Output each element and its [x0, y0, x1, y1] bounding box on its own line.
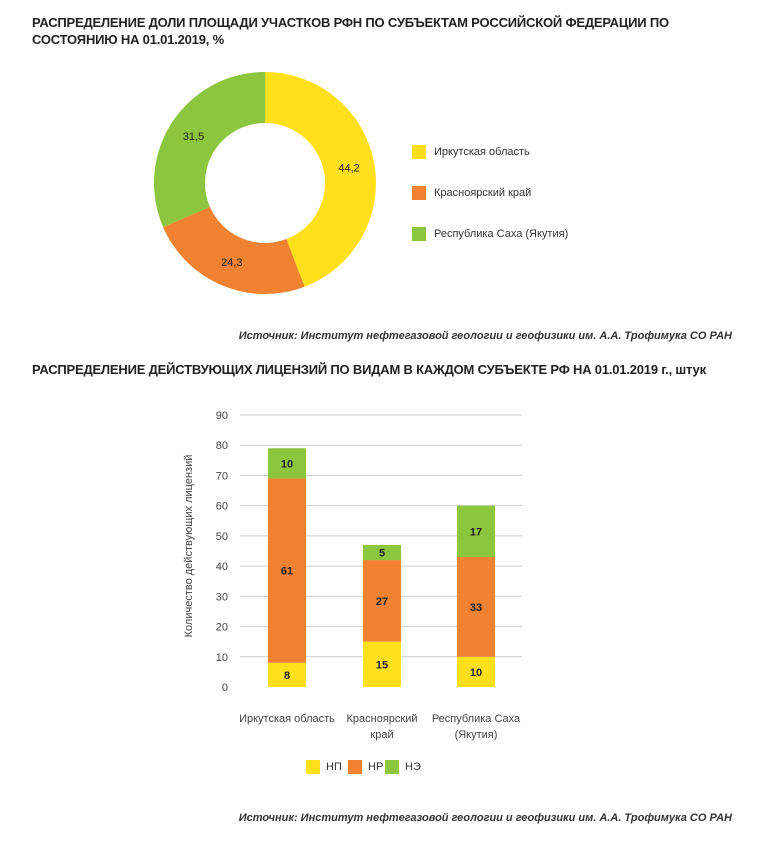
x-tick-label-3: Республика Саха [431, 713, 521, 725]
donut-legend-item-3 [412, 227, 568, 241]
x-tick-label-3: (Якутия) [454, 729, 498, 741]
y-tick-60: 60 [215, 500, 228, 513]
y-tick-80: 80 [215, 440, 228, 453]
y-tick-10: 10 [215, 651, 228, 664]
donut-legend-item-1 [412, 145, 530, 159]
bar-label-3-НЭ: 17 [469, 526, 483, 539]
y-tick-0: 0 [221, 682, 228, 694]
y-tick-30: 30 [215, 591, 228, 604]
x-tick-label-2: край [370, 729, 394, 741]
legend-label: НП [326, 761, 342, 773]
legend-swatch [306, 760, 320, 774]
donut-slice-2 [163, 207, 304, 294]
legend-swatch [412, 186, 426, 200]
bar-label-2-НР: 27 [375, 595, 389, 608]
bar-source-note: Источник: Институт нефтегазовой геологии и геофизики им. А.А. Трофимука СО РАН [238, 812, 732, 824]
donut-chart-title: РАСПРЕДЕЛЕНИЕ ДОЛИ ПЛОЩАДИ УЧАСТКОВ РФН ПО СУБЪЕКТАМ РОССИЙСКОЙ ФЕДЕРАЦИИ ПО СОСТОЯНИЮ НА 01.01.2019, % [32, 15, 669, 47]
bar-legend-item-НР [348, 760, 383, 774]
donut-slice-label-1: 44,2 [338, 162, 360, 175]
bar-label-1-НП: 8 [283, 669, 291, 682]
x-tick-label-2: Красноярский [346, 713, 418, 725]
donut-slice-label-3: 31,5 [182, 131, 205, 144]
y-tick-90: 90 [215, 410, 228, 422]
bar-legend-item-НП [306, 760, 342, 774]
legend-swatch [412, 227, 426, 241]
donut-slice-3 [154, 72, 265, 227]
donut-legend-item-2 [412, 186, 531, 200]
y-tick-40: 40 [215, 561, 228, 574]
legend-swatch [348, 760, 362, 774]
bar-label-1-НР: 61 [280, 565, 294, 578]
donut-source-note: Источник: Институт нефтегазовой геологии и геофизики им. А.А. Трофимука СО РАН [238, 330, 732, 342]
bar-label-2-НЭ: 5 [378, 547, 386, 560]
bar-legend-item-НЭ [385, 760, 421, 774]
y-tick-70: 70 [215, 470, 228, 483]
legend-label: Республика Саха (Якутия) [434, 228, 569, 240]
legend-swatch [412, 145, 426, 159]
x-tick-label-1: Иркутская область [239, 713, 335, 725]
bar-label-3-НР: 33 [469, 601, 483, 614]
legend-label: НР [368, 761, 384, 773]
legend-label: Иркутская область [434, 146, 530, 158]
legend-label: НЭ [405, 761, 421, 773]
bar-label-1-НЭ: 10 [280, 458, 294, 471]
bar-chart-title: РАСПРЕДЕЛЕНИЕ ДЕЙСТВУЮЩИХ ЛИЦЕНЗИЙ ПО ВИДАМ В КАЖДОМ СУБЪЕКТЕ РФ НА 01.01.2019 г., штук [32, 362, 706, 377]
bar-label-3-НП: 10 [469, 666, 483, 679]
y-tick-20: 20 [215, 621, 228, 634]
y-tick-50: 50 [215, 530, 228, 543]
legend-swatch [385, 760, 399, 774]
bar-label-2-НП: 15 [375, 659, 389, 672]
legend-label: Красноярский край [434, 187, 532, 199]
y-axis-label: Количество действующих лицензий [183, 454, 195, 638]
donut-slice-label-2: 24,3 [221, 256, 243, 269]
